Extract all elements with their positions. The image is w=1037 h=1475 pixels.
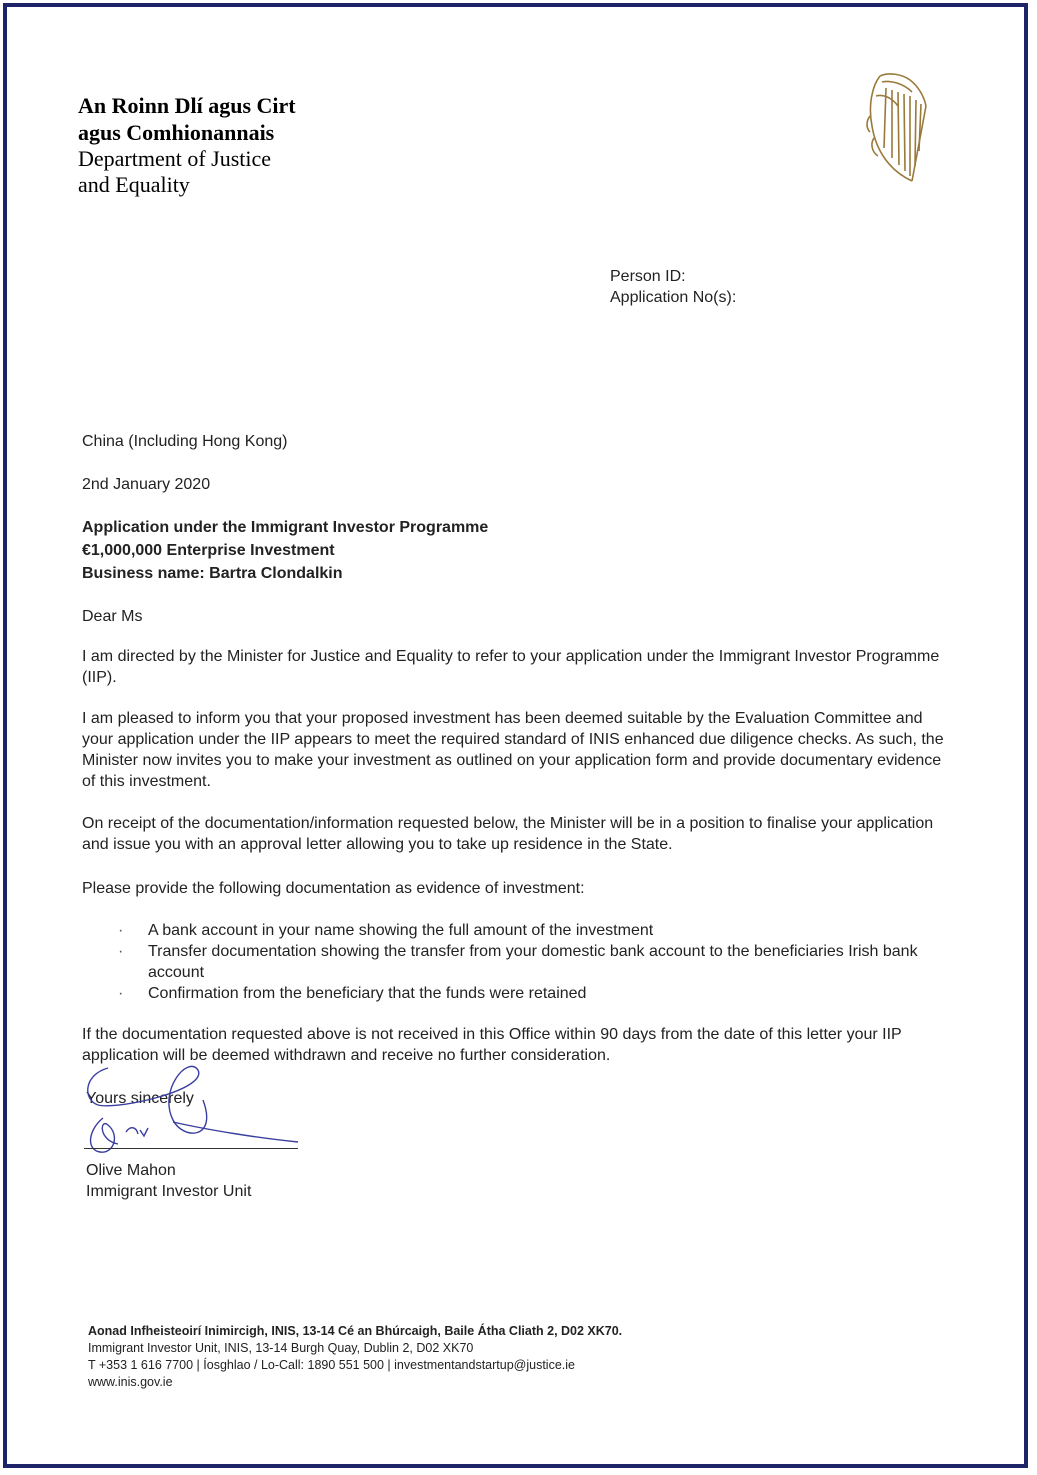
list-item: · A bank account in your name showing the full amount of the investment — [118, 920, 948, 941]
subject-line-programme: Application under the Immigrant Investor Programme — [82, 519, 489, 536]
recipient-country: China (Including Hong Kong) — [82, 433, 288, 450]
paragraph-next-steps: On receipt of the documentation/information requested below, the Minister will be in a position to finalise your application and issue you with an approval letter allowing you to take up residence in the State. — [82, 815, 934, 853]
paragraph-request: Please provide the following documentation as evidence of investment: — [82, 880, 585, 897]
subject-line-business: Business name: Bartra Clondalkin — [82, 565, 343, 582]
footer-address-block — [88, 1323, 622, 1391]
department-name-irish — [78, 92, 296, 146]
application-number-label: Application No(s): — [610, 289, 737, 306]
closing-salutation: Yours sincerely — [86, 1090, 194, 1107]
footer-website-link[interactable]: www.inis.gov.ie — [88, 1375, 173, 1389]
signatory-unit: Immigrant Investor Unit — [86, 1183, 252, 1200]
handwritten-signature — [78, 1060, 318, 1160]
evidence-list — [118, 920, 948, 1004]
department-name-english — [78, 146, 271, 198]
footer-contact-line: T +353 1 616 7700 | Íosghlao / Lo-Call: 1890 551 500 | investmentandstartup@justice.ie — [88, 1358, 575, 1372]
reference-block — [610, 266, 736, 308]
signatory-name: Olive Mahon — [86, 1162, 176, 1179]
signature-line — [84, 1148, 298, 1149]
list-item: · Confirmation from the beneficiary that the funds were retained — [118, 983, 948, 1004]
subject-block — [82, 516, 488, 585]
department-english-line1: Department of Justice — [78, 146, 272, 171]
person-id-label: Person ID: — [610, 268, 686, 285]
harp-emblem-icon — [862, 66, 932, 186]
paragraph-deadline-warning: If the documentation requested above is not received in this Office within 90 days from the date of this letter your IIP application will be deemed withdrawn and receive no further consideration. — [82, 1026, 902, 1064]
footer-english-address: Immigrant Investor Unit, INIS, 13-14 Burgh Quay, Dublin 2, D02 XK70 — [88, 1341, 474, 1355]
list-item: · Transfer documentation showing the transfer from your domestic bank account to the beneficiaries Irish bank account — [118, 941, 948, 983]
paragraph-approval: I am pleased to inform you that your proposed investment has been deemed suitable by the Evaluation Committee and your application under the IIP appears to meet the required standard of INIS enhanced due diligence checks. As such, the Minister now invites you to make your investment as outlined on your application form and provide documentary evidence of this investment. — [82, 710, 944, 790]
letter-date: 2nd January 2020 — [82, 476, 211, 493]
subject-line-investment: €1,000,000 Enterprise Investment — [82, 542, 335, 559]
department-english-line2: and Equality — [78, 172, 190, 197]
department-irish-line2: agus Comhionannais — [78, 120, 275, 145]
department-irish-line1: An Roinn Dlí agus Cirt — [78, 93, 296, 118]
footer-irish-address: Aonad Infheisteoirí Inimircigh, INIS, 13-14 Cé an Bhúrcaigh, Baile Átha Cliath 2, D02 XK70. — [88, 1324, 623, 1338]
paragraph-intro: I am directed by the Minister for Justice and Equality to refer to your application under the Immigrant Investor Programme (IIP). — [82, 648, 940, 686]
signatory-block — [86, 1160, 251, 1202]
greeting: Dear Ms — [82, 608, 143, 625]
